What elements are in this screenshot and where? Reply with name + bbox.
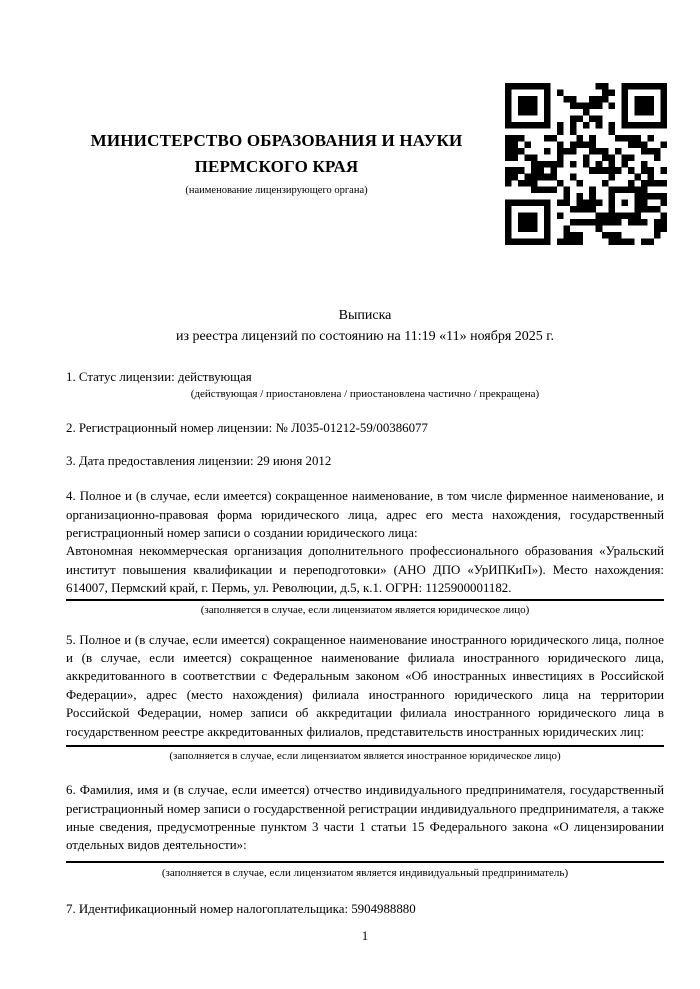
document-title-line1: Выписка [338,308,392,323]
ministry-name-line2: ПЕРМСКОГО КРАЯ [194,157,359,176]
section-license-status-caption: (действующая / приостановлена / приостановлена частично / прекращена) [190,388,540,401]
ministry-caption: (наименование лицензирующего органа) [185,185,368,196]
blank-field-line [66,745,664,747]
document-title-line2: из реестра лицензий по состоянию на 11:19 «11» ноября 2025 г. [176,329,554,344]
section-license-status: 1. Статус лицензии: действующая [66,370,252,384]
section-registration-number: 2. Регистрационный номер лицензии: № Л035-01212-59/00386077 [66,421,428,436]
section-individual-entrepreneur-label: 6. Фамилия, имя и (в случае, если имеется) отчество индивидуального предпринимателя, государственный регистрационный номер записи о государственной регистрации индивидуального предпринимателя, а также иные сведения, предусмотренные пунктом 3 части 1 статьи 15 Федерального закона «О лицензировании отдельных видов деятельности»: [66,783,664,853]
blank-field-line [66,861,664,863]
section-individual-entrepreneur-caption: (заполняется в случае, если лицензиатом является индивидуальный предприниматель) [161,866,569,879]
section-foreign-entity-label: 5. Полное и (в случае, если имеется) сокращенное наименование иностранного юридического лица, полное и (в случае, если имеется) сокращенное наименование филиала иностранного юридического лица, аккредитованного в соответствии с Федеральным законом «Об иностранных инвестициях в Российской Федерации», адрес (место нахождения) филиала иностранного юридического лица на территории Российской Федерации, номер записи об аккредитации филиала иностранного юридического лица в государственном реестре аккредитованных филиалов, представительств иностранных юридических лиц: [66,632,664,739]
licensing-authority-block [66,128,487,198]
section-foreign-entity-caption: (заполняется в случае, если лицензиатом является иностранное юридическое лицо) [169,750,561,763]
qr-code-icon [505,83,667,245]
section-legal-entity-label: 4. Полное и (в случае, если имеется) сокращенное наименование, в том числе фирменное наименование, и организационно-правовая форма юридического лица, адрес его места нахождения, государственный регистрационный номер записи о создании юридического лица: [66,489,664,541]
blank-field-line [66,599,664,601]
document-title [66,305,664,347]
section-legal-entity-caption: (заполняется в случае, если лицензиатом является юридическое лицо) [200,603,530,616]
page-number: 1 [361,929,369,944]
section-grant-date: 3. Дата предоставления лицензии: 29 июня 2012 [66,453,332,468]
ministry-name-line1: МИНИСТЕРСТВО ОБРАЗОВАНИЯ И НАУКИ [90,131,463,150]
section-taxpayer-id: 7. Идентификационный номер налогоплательщика: 5904988880 [66,901,416,916]
section-legal-entity-value: Автономная некоммерческая организация дополнительного профессионального образования «Уральский институт повышения квалификации и переподготовки» (АНО ДПО «УрИПКиП»). Место нахождения: 614007, Пермский край, г. Пермь, ул. Революции, д.5, к.1. ОГРН: 1125900001182. [66,544,664,596]
document-body [66,296,664,944]
